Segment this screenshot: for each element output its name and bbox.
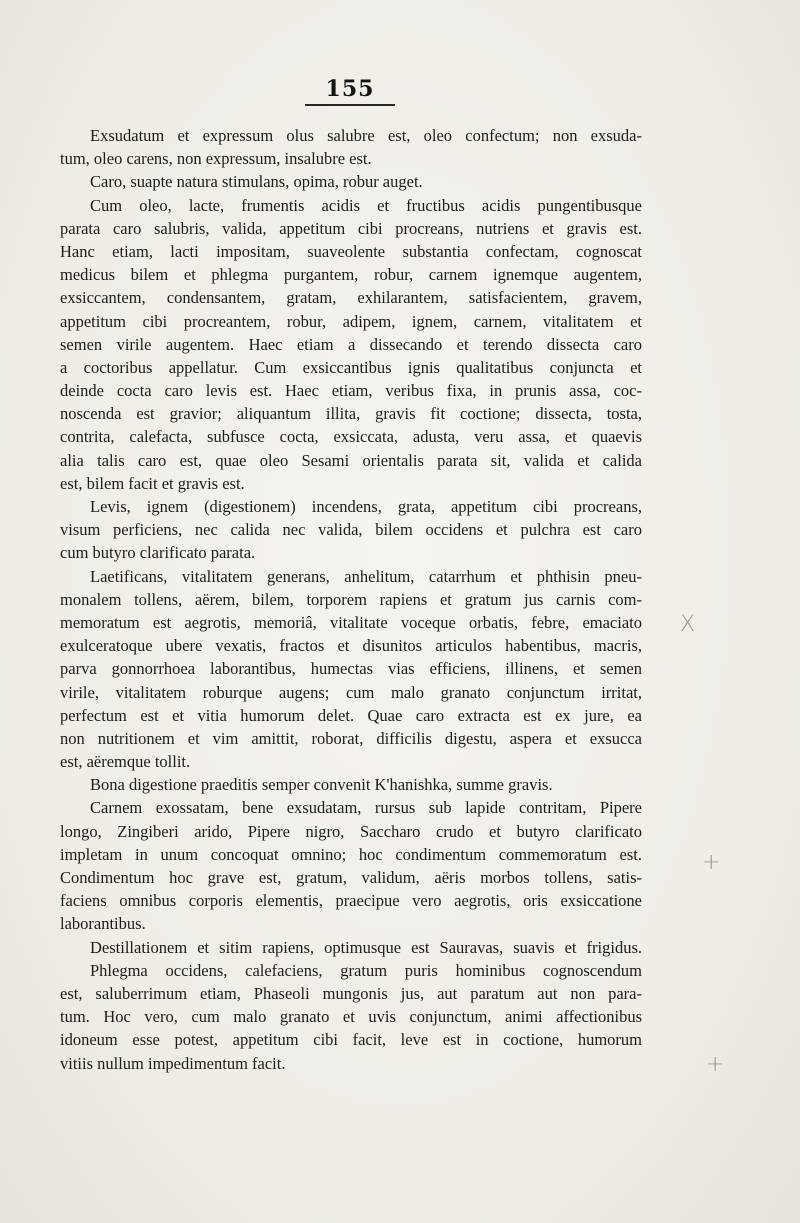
text-line: vitiis nullum impedimentum facit. xyxy=(60,1053,286,1073)
text-line: exsiccantem, condensantem, gratam, exhilarantem, satisfacientem, gravem, xyxy=(60,288,642,308)
text-line: Levis, ignem (digestionem) incendens, grata, appetitum cibi procreans, xyxy=(90,497,642,516)
text-line: impletam in unum concoquat omnino; hoc condimentum commemoratum est. xyxy=(60,844,642,864)
text-line: virile, vitalitatem roburque augens; cum malo granato conjunctum irritat, xyxy=(60,682,642,702)
text-line: a coctoribus appellatur. Cum exsiccantibus ignis qualitatibus conjuncta et xyxy=(60,357,642,377)
text-line: est, bilem facit et gravis est. xyxy=(60,473,245,493)
text-line: Laetificans, vitalitatem generans, anhelitum, catarrhum et phthisin pneu- xyxy=(90,566,642,586)
text-line: contrita, calefacta, subfusce cocta, exsiccata, adusta, veru assa, et quaevis xyxy=(60,427,642,447)
margin-plus-mark: + xyxy=(706,1052,725,1077)
text-line: perfectum est et vitia humorum delet. Quae caro extracta est ex jure, ea xyxy=(60,705,642,725)
text-line: monalem tollens, aërem, bilem, torporem rapiens et gratum jus carnis com- xyxy=(60,589,642,609)
text-line: alia talis caro est, quae oleo Sesami orientalis parata sit, valida et calida xyxy=(60,450,642,470)
text-line: est, aëremque tollit. xyxy=(60,752,191,772)
margin-cross-mark: X xyxy=(680,612,696,637)
text-line: idoneum esse potest, appetitum cibi facit, leve est in coctione, humorum xyxy=(60,1030,642,1050)
text-line: cum butyro clarificato parata. xyxy=(60,543,256,563)
text-line: deinde cocta caro levis est. Haec etiam, veribus fixa, in prunis assa, coc- xyxy=(60,381,642,401)
text-line: Phlegma occidens, calefaciens, gratum puris hominibus cognoscendum xyxy=(90,960,642,980)
text-line: parata caro salubris, valida, appetitum cibi procreans, nutriens et gravis est. xyxy=(60,218,642,238)
text-line: laborantibus. xyxy=(60,914,146,934)
text-line: appetitum cibi procreantem, robur, adipem, ignem, carnem, vitalitatem et xyxy=(60,311,642,331)
text-line: faciens omnibus corporis elementis, praecipue vero aegrotis, oris exsiccatione xyxy=(60,891,642,911)
text-line: semen virile augentem. Haec etiam a dissecando et terendo dissecta caro xyxy=(60,334,642,354)
text-line: noscenda est gravior; aliquantum illita, gravis fit coctione; dissecta, tosta, xyxy=(60,404,642,424)
text-line: Carnem exossatam, bene exsudatam, rursus sub lapide contritam, Pipere xyxy=(90,798,642,818)
text-line: Cum oleo, lacte, frumentis acidis et fructibus acidis pungentibusque xyxy=(90,195,642,215)
margin-plus-mark: + xyxy=(702,850,721,875)
text-line: memoratum est aegrotis, memoriâ, vitalitate voceque orbatis, febre, emaciato xyxy=(60,612,642,632)
text-line: Exsudatum et expressum olus salubre est, oleo confectum; non exsuda- xyxy=(90,126,642,145)
text-line: parva gonnorrhoea laborantibus, humectas vias efficiens, illinens, et semen xyxy=(60,659,642,679)
text-line: non nutritionem et vim amittit, roborat, difficilis digestu, aspera et exsucca xyxy=(60,728,642,748)
page-number: 155 xyxy=(325,76,375,102)
text-line: est, saluberrimum etiam, Phaseoli mungonis jus, aut paratum aut non para- xyxy=(60,983,642,1003)
text-line: Caro, suapte natura stimulans, opima, robur auget. xyxy=(90,172,423,192)
text-line: tum. Hoc vero, cum malo granato et uvis conjunctum, animi affectionibus xyxy=(60,1007,642,1027)
body-text xyxy=(60,124,642,1075)
text-line: medicus bilem et phlegma purgantem, robur, carnem ignemque augentem, xyxy=(60,265,642,285)
text-line: Destillationem et sitim rapiens, optimusque est Sauravas, suavis et frigidus. xyxy=(90,937,642,957)
text-line: Hanc etiam, lacti impositam, suaveolente substantia confectam, cognoscat xyxy=(60,241,642,261)
text-line: Bona digestione praeditis semper convenit K'hanishka, summe gravis. xyxy=(90,775,553,795)
text-line: Condimentum hoc grave est, gratum, validum, aëris morbos tollens, satis- xyxy=(60,868,642,887)
page-number-rule xyxy=(305,104,395,106)
text-line: exulceratoque ubere vexatis, fractos et disunitos articulos habentibus, macris, xyxy=(60,636,642,656)
text-line: longo, Zingiberi arido, Pipere nigro, Saccharo crudo et butyro clarificato xyxy=(60,821,642,841)
text-line: visum perficiens, nec calida nec valida, bilem occidens et pulchra est caro xyxy=(60,520,642,540)
text-line: tum, oleo carens, non expressum, insalubre est. xyxy=(60,149,372,169)
